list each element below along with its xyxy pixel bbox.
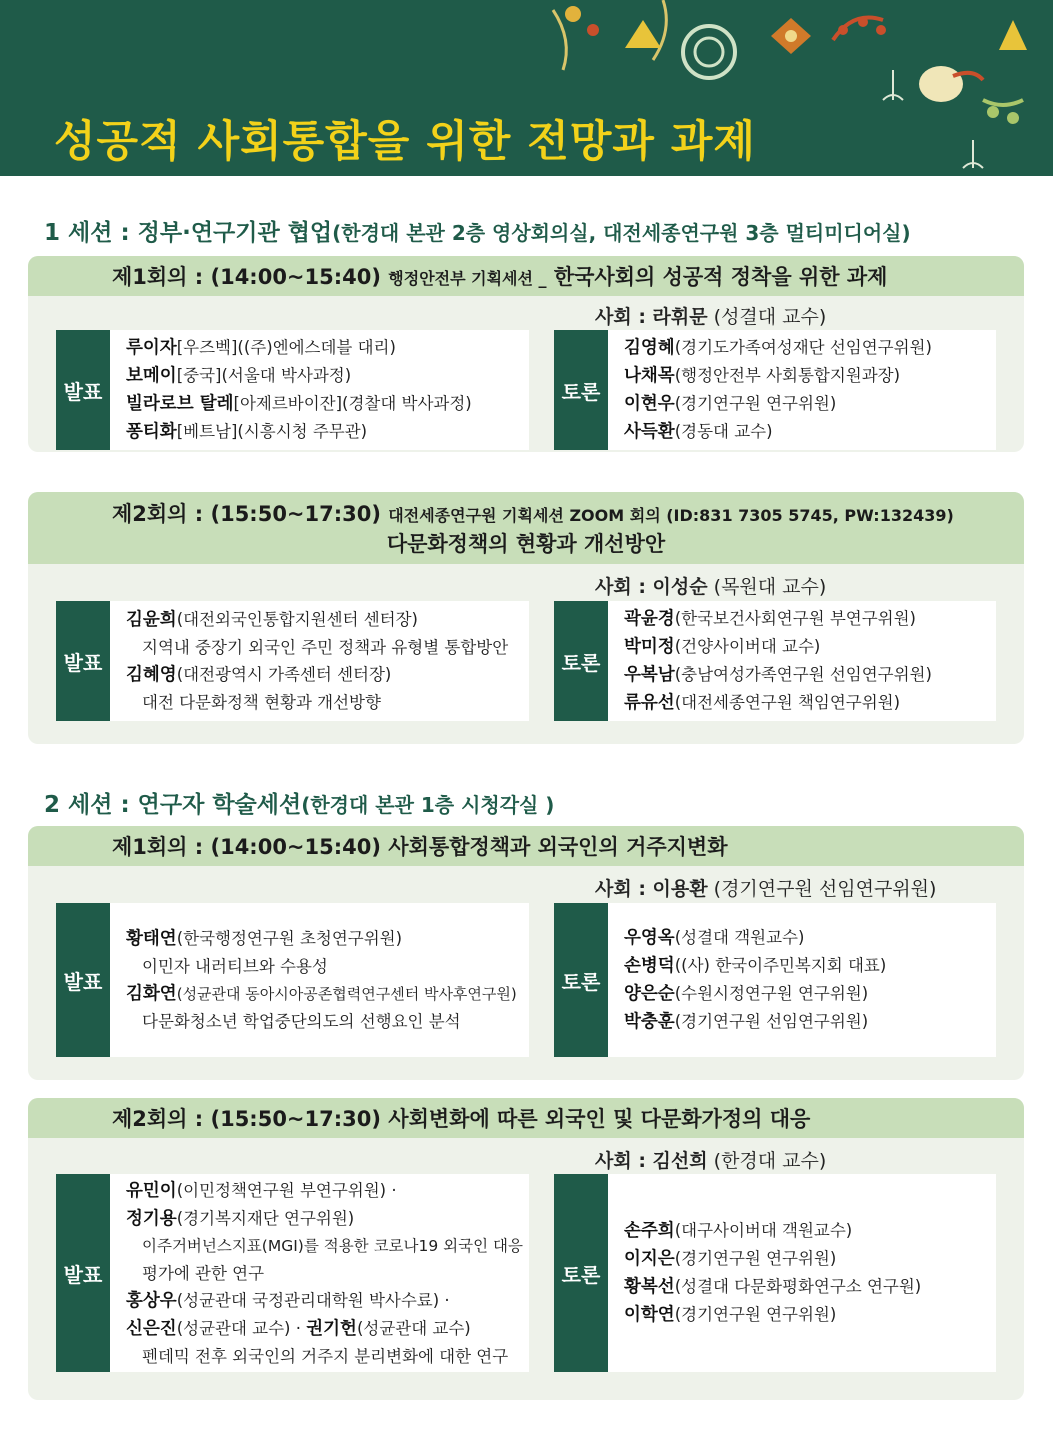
meeting-header <box>28 1098 1024 1138</box>
list-item: 손병덕((사) 한국이주민복지회 대표) <box>624 956 887 976</box>
list-item: 보메이[중국](서울대 박사과정) <box>126 366 352 386</box>
list-item: 김영혜(경기도가족여성재단 선임연구위원) <box>624 338 932 358</box>
presentation-topic: 평가에 관한 연구 <box>142 1263 265 1283</box>
presenter-panel <box>56 601 529 721</box>
list-item: 신은진(성균관대 교수) · 권기헌(성균관대 교수) <box>126 1318 471 1339</box>
presentation-tag: 발표 <box>56 1174 110 1372</box>
moderator: 사회 : 이용환 (경기연구원 선임연구위원) <box>595 878 937 900</box>
list-item: 곽윤경(한국보건사회연구원 부연구위원) <box>624 609 916 629</box>
discussion-tag: 토론 <box>554 330 608 450</box>
presentation-tag: 발표 <box>56 601 110 721</box>
list-item: 박미정(건양사이버대 교수) <box>624 637 821 657</box>
list-item: 손주희(대구사이버대 객원교수) <box>624 1221 853 1241</box>
meeting-note: 대전세종연구원 기획세션 ZOOM 회의 (ID:831 7305 5745, PW:132439) <box>388 506 954 525</box>
header-banner <box>0 0 1053 176</box>
list-item: 사득환(경동대 교수) <box>624 422 773 442</box>
list-item: 김화연(성균관대 동아시아공존협력연구센터 박사후연구원) <box>126 984 517 1004</box>
session-2-title: 2 세션 : 연구자 학술세션(한경대 본관 1층 시청각실 ) <box>44 792 555 818</box>
list-item: 나채목(행정안전부 사회통합지원과장) <box>624 366 901 386</box>
discussion-tag: 토론 <box>554 903 608 1057</box>
presentation-topic: 지역내 중장기 외국인 주민 정책과 유형별 통합방안 <box>142 638 509 657</box>
meeting-time: 제2회의 : (15:50~17:30) <box>112 1107 381 1131</box>
list-item: 루이자[우즈벡]((주)엔에스데블 대리) <box>126 338 396 358</box>
meeting-time: 제1회의 : (14:00~15:40) <box>112 835 381 859</box>
presentation-topic: 펜데믹 전후 외국인의 거주지 분리변화에 대한 연구 <box>142 1346 509 1366</box>
discussion-tag: 토론 <box>554 1174 608 1372</box>
meeting-topic: 한국사회의 성공적 정착을 위한 과제 <box>553 265 888 289</box>
moderator: 사회 : 라휘문 (성결대 교수) <box>595 306 827 328</box>
list-item: 이현우(경기연구원 연구위원) <box>624 394 837 414</box>
discussant-panel <box>554 330 996 450</box>
discussant-panel <box>554 1174 996 1372</box>
list-item: 황태연(한국행정연구원 초청연구위원) <box>126 929 403 949</box>
list-item: 황복선(성결대 다문화평화연구소 연구원) <box>624 1277 922 1297</box>
presenter-panel <box>56 1174 529 1372</box>
list-item: 우복남(충남여성가족연구원 선임연구위원) <box>624 665 932 685</box>
list-item: 홍상우(성균관대 국정관리대학원 박사수료) · <box>126 1290 450 1311</box>
list-item: 김혜영(대전광역시 가족센터 센터장) <box>126 665 392 685</box>
meeting-topic: 다문화정책의 현황과 개선방안 <box>386 532 666 556</box>
presentation-tag: 발표 <box>56 903 110 1057</box>
list-item: 우영옥(성결대 객원교수) <box>624 928 805 948</box>
page-title: 성공적 사회통합을 위한 전망과 과제 <box>54 117 756 167</box>
session-2-venue: (한경대 본관 1층 시청각실 ) <box>301 793 555 817</box>
meeting-header <box>28 256 1024 296</box>
discussant-panel <box>554 601 996 721</box>
meeting-time: 제1회의 : (14:00~15:40) <box>112 265 381 289</box>
list-item: 퐁티화[베트남](시흥시청 주무관) <box>126 422 368 442</box>
list-item: 박충훈(경기연구원 선임연구위원) <box>624 1012 869 1032</box>
meeting-header <box>28 492 1024 564</box>
list-item: 김윤희(대전외국인통합지원센터 센터장) <box>126 610 418 630</box>
list-item: 류유선(대전세종연구원 책임연구위원) <box>624 693 901 713</box>
discussion-tag: 토론 <box>554 601 608 721</box>
list-item: 정기용(경기복지재단 연구위원) <box>126 1208 355 1229</box>
presentation-tag: 발표 <box>56 330 110 450</box>
meeting-note: 행정안전부 기획세션 _ <box>388 269 547 288</box>
presentation-topic: 이주거버넌스지표(MGI)를 적용한 코로나19 외국인 대응 <box>142 1236 523 1255</box>
meeting-header <box>28 826 1024 866</box>
presentation-topic: 대전 다문화정책 현황과 개선방향 <box>142 693 381 712</box>
meeting-time: 제2회의 : (15:50~17:30) <box>112 502 381 526</box>
session-1-title: 1 세션 : 정부·연구기관 협업(한경대 본관 2층 영상회의실, 대전세종연구원 3층 멀티미디어실) <box>44 220 911 246</box>
discussant-panel <box>554 903 996 1057</box>
list-item: 빌라로브 탈레[아제르바이잔](경찰대 박사과정) <box>126 394 472 414</box>
list-item: 이학연(경기연구원 연구위원) <box>624 1305 837 1325</box>
meeting-topic: 사회통합정책과 외국인의 거주지변화 <box>388 835 728 859</box>
session-1-venue: (한경대 본관 2층 영상회의실, 대전세종연구원 3층 멀티미디어실) <box>332 221 911 245</box>
list-item: 이지은(경기연구원 연구위원) <box>624 1249 837 1269</box>
list-item: 양은순(수원시정연구원 연구위원) <box>624 984 869 1004</box>
meeting-topic: 사회변화에 따른 외국인 및 다문화가정의 대응 <box>388 1107 811 1131</box>
presenter-panel <box>56 903 529 1057</box>
presentation-topic: 다문화청소년 학업중단의도의 선행요인 분석 <box>142 1012 461 1031</box>
moderator: 사회 : 이성순 (목원대 교수) <box>595 576 827 598</box>
list-item: 유민이(이민정책연구원 부연구위원) · <box>126 1180 397 1201</box>
presentation-topic: 이민자 내러티브와 수용성 <box>142 957 328 976</box>
moderator: 사회 : 김선희 (한경대 교수) <box>595 1150 827 1172</box>
presenter-panel <box>56 330 529 450</box>
